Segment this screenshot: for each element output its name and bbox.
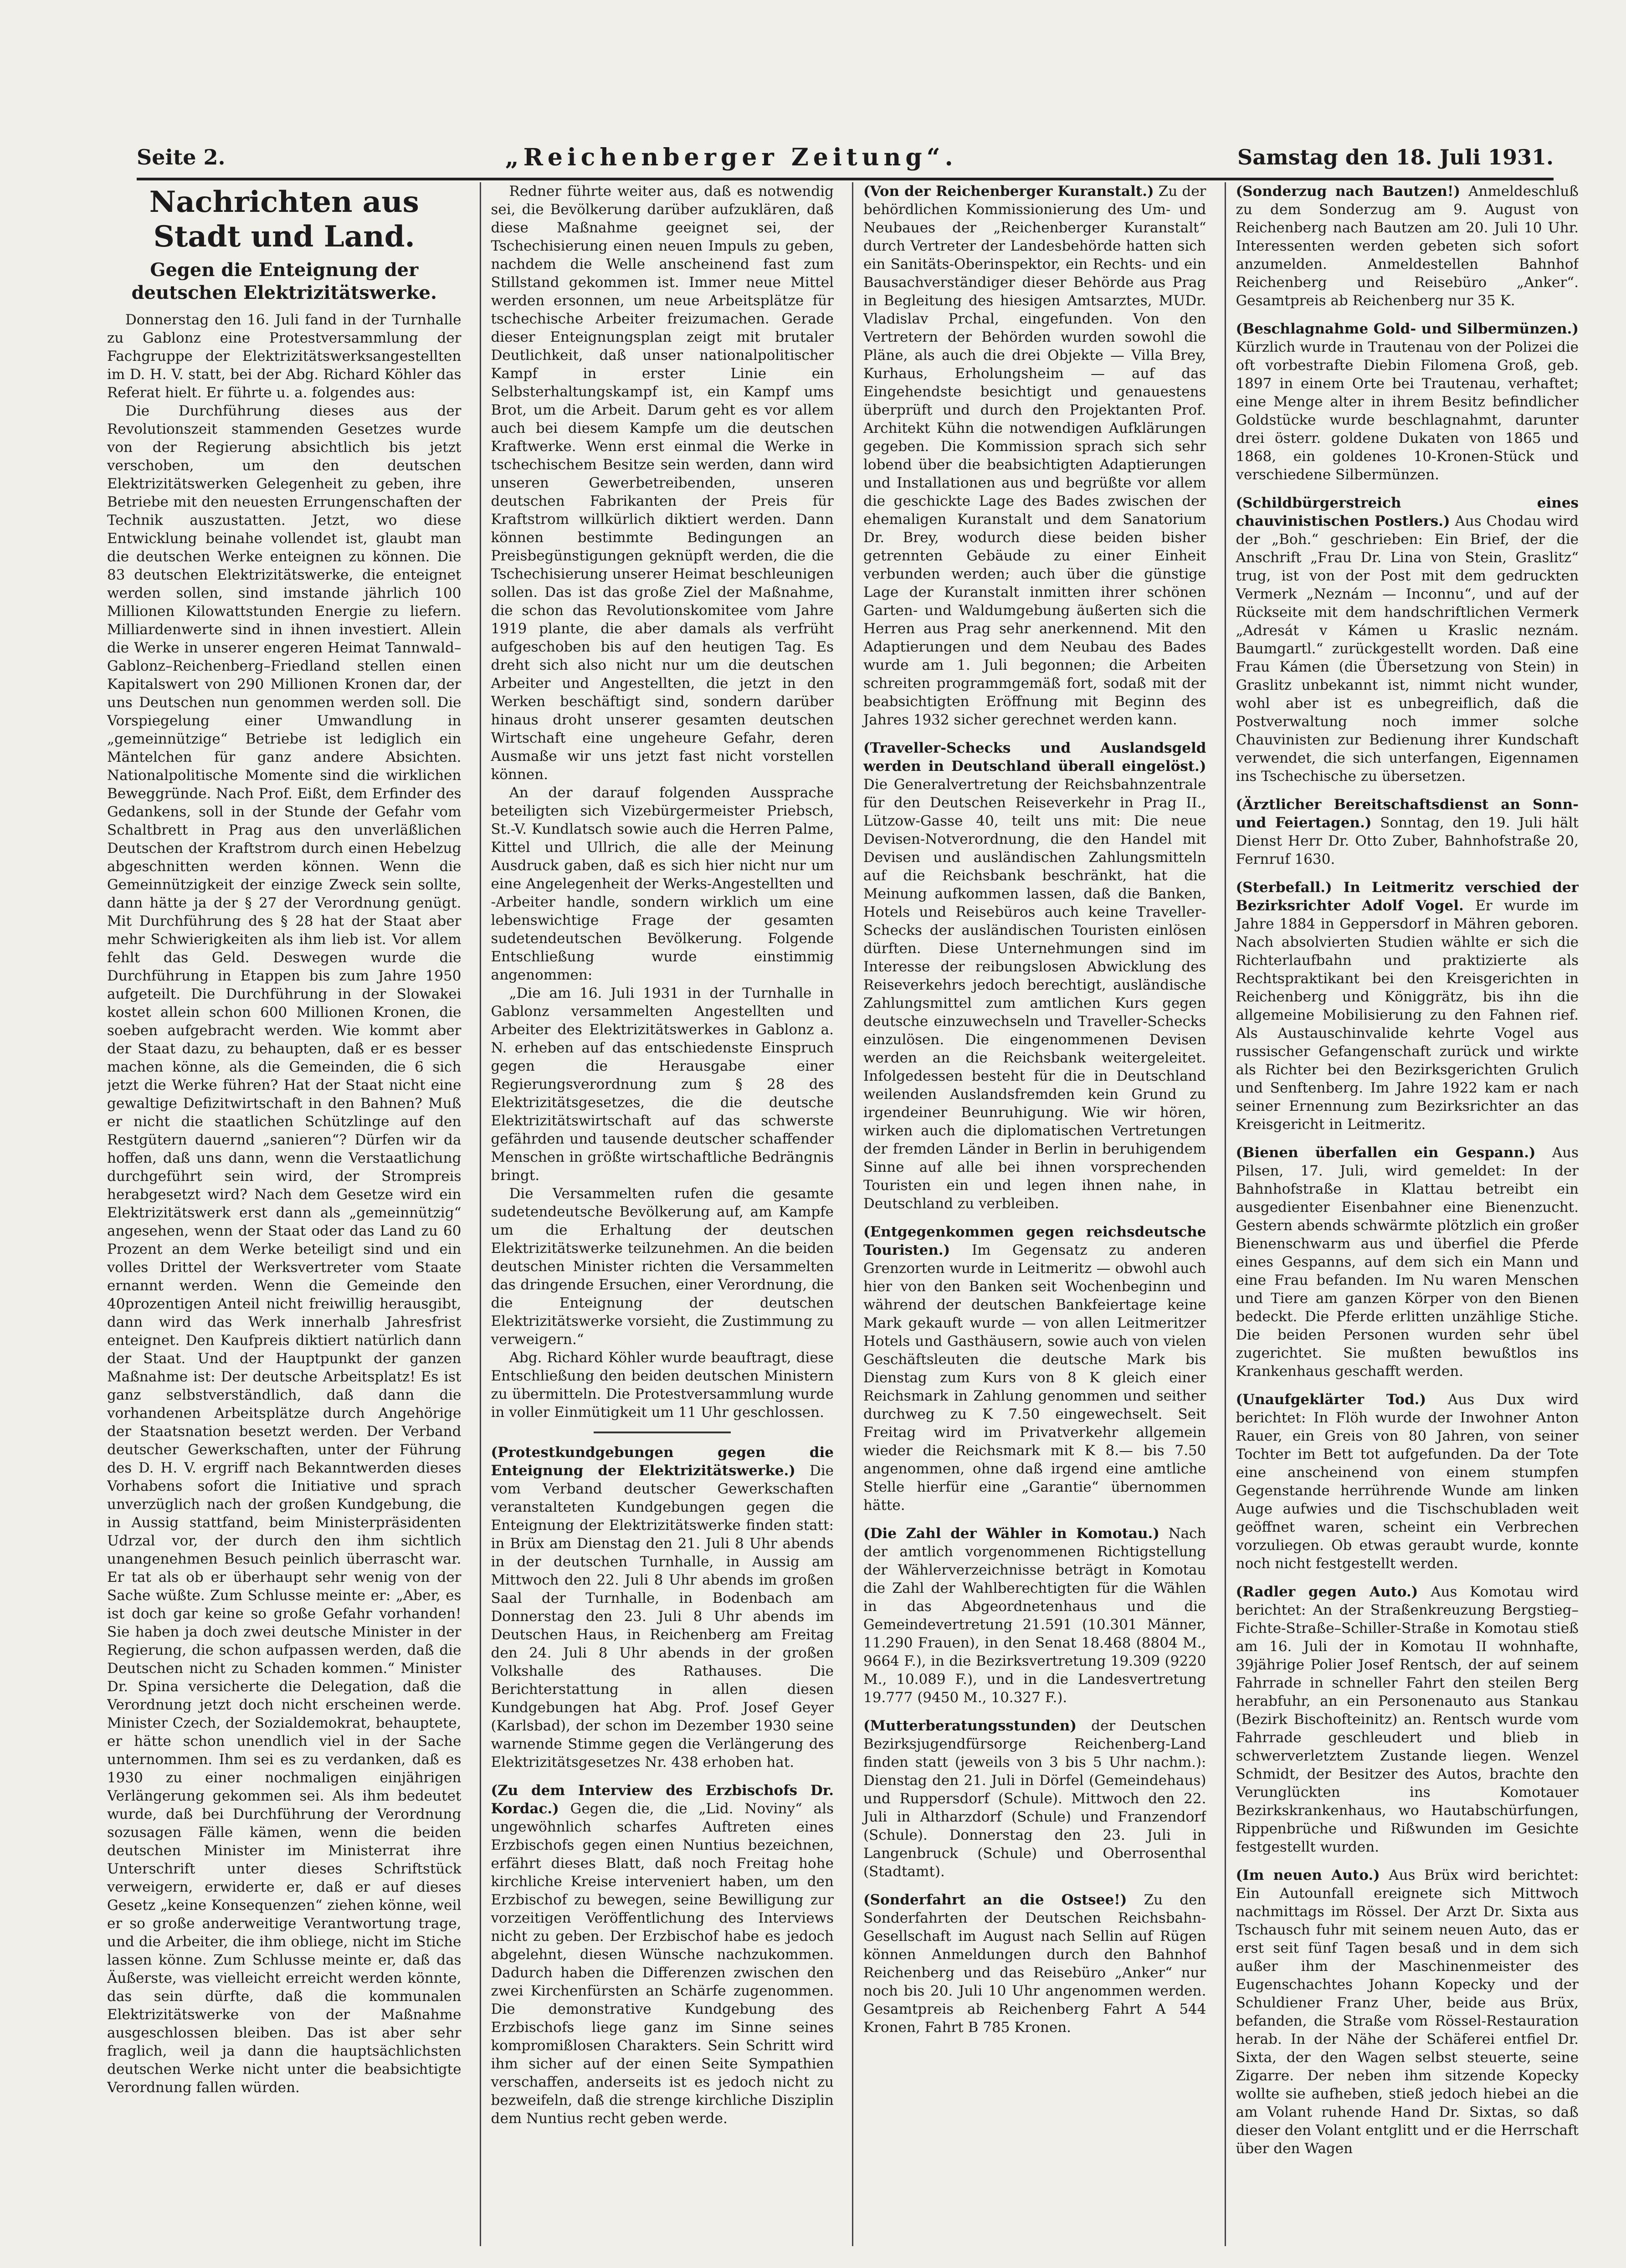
- news-item: [491, 1443, 834, 1771]
- news-item: [1236, 878, 1579, 1134]
- resolution-paragraph: „Die am 16. Juli 1931 in der Turnhalle in Gablonz versammelten Angestellten und Arbeiter des Elektrizitätswerkes in Gablonz a. N. erheben auf das entschiedenste Einspruch gegen die Herausgabe einer Regierungsverordnung zum § 28 des Elektrizitätsgesetzes, die die deutsche Elektrizitätswirtschaft auf das schwerste gefährden und tausende deutscher schaffender Menschen in größte wirtschaftliche Bedrängnis bringt.: [491, 985, 834, 1184]
- news-item: [1236, 320, 1579, 484]
- lead-article: [107, 311, 462, 2097]
- news-item: [1236, 1144, 1579, 1380]
- news-item-body: Zu der behördlichen Kommissionierung des Um- und Neubaues der „Reichenberger Kuranstalt“ durch Vertreter der Landesbehörde hatten sich ein Sanitäts-Oberinspektor, ein Rechts- und ein Bausachverständiger dieser Behörde aus Prag in Begleitung des hiesigen Amtsarztes, MUDr. Vladislav Prchal, eingefunden. Von den Vertretern der Behörden wurden sowohl die Pläne, als auch die drei Objekte — Villa Brey, Kurhaus, Erholungsheim — auf das Eingehendste besichtigt und genauestens überprüft und durch den Projektanten Prof. Architekt Kühn die notwendigen Aufklärungen gegeben. Die Kommission sprach sich sehr lobend über die beabsichtigten Adaptierungen und Installationen aus und begrüßte vor allem die geschickte Lage des Bades zwischen der ehemaligen Kuranstalt und dem Sanatorium Dr. Brey, wodurch diese beiden bisher getrennten Gebäude zu einer Einheit verbunden werden; auch über die günstige Lage der Kuranstalt inmitten ihrer schönen Garten- und Waldumgebung äußerten sich die Herren aus Prag sehr anerkennend. Mit den Adaptierungen und dem Neubau des Bades wurde am 1. Juli begonnen; die Arbeiten schreiten programmgemäß fort, sodaß mit der beabsichtigten Eröffnung mit Beginn des Jahres 1932 sicher gerechnet werden kann.: [863, 183, 1206, 728]
- page-number: Seite 2.: [137, 145, 226, 169]
- news-item: [863, 1717, 1206, 1881]
- lead-article-paragraph: Abg. Richard Köhler wurde beauftragt, diese Entschließung den beiden deutschen Ministern zu übermitteln. Die Protestversammlung wurde in voller Einmütigkeit um 11 Uhr geschlossen.: [491, 1350, 834, 1421]
- news-item-body: Nach der amtlich vorgenommenen Richtigstellung der Wählerverzeichnisse beträgt in Komotau die Zahl der Wahlberechtigten für die Wählen in das Abgeordnetenhaus und die Gemeindevertretung 21.591 (10.301 Männer, 11.290 Frauen), in den Senat 18.468 (8804 M., 9664 F.), in die Bezirksvertretung 19.309 (9220 M., 10.089 F.), und in die Landesvertretung 19.777 (9450 M., 10.327 F.).: [863, 1525, 1206, 1706]
- article-divider: [594, 1432, 731, 1433]
- news-item-title: (Protestkundgebungen gegen die Enteignung der Elektrizitätswerke.): [491, 1444, 834, 1479]
- news-item: [863, 1524, 1206, 1707]
- news-item-body: der Deutschen Bezirksjugendfürsorge Reichenberg-Land finden statt (jeweils von 3 bis 5 Uhr nachm.): Dienstag den 21. Juli in Dörfel (Gemeindehaus) und Ruppersdorf (Schule). Mittwoch den 22. Juli in Altharzdorf (Schule) und Franzendorf (Schule). Donnerstag den 23. Juli in Langenbruck (Schule) und Oberrosenthal (Stadtamt).: [863, 1718, 1206, 1880]
- news-item: [491, 1781, 834, 2128]
- news-item: [863, 739, 1206, 1213]
- lead-article-paragraph: Die Durchführung dieses aus der Revolutionszeit stammenden Gesetzes wurde von der Regierung absichtlich bis jetzt verschoben, um den deutschen Elektrizitätswerken Gelegenheit zu geben, ihre Betriebe mit den neuesten Errungenschaften der Technik auszustatten. Jetzt, wo diese Entwicklung beinahe vollendet ist, glaubt man die deutschen Werke enteignen zu können. Die 83 deutschen Elektrizitätswerke, die enteignet werden sollen, sind imstande jährlich 100 Millionen Kilowattstunden Energie zu liefern. Milliardenwerte sind in ihnen investiert. Allein die Werke in unserer engeren Heimat Tannwald–Gablonz–Reichenberg–Friedland stellen einen Kapitalswert von 290 Millionen Kronen dar, der uns Deutschen nun genommen werden soll. Die Vorspiegelung einer Umwandlung in „gemeinnützige“ Betriebe ist lediglich ein Mäntelchen für ganz andere Absichten. Nationalpolitische Momente sind die wirklichen Beweggründe. Nach Prof. Eißt, dem Erfinder des Gedankens, soll in der Stunde der Gefahr vom Schaltbrett in Prag aus den unverläßlichen Deutschen der Kraftstrom durch einen Hebelzug abgeschnitten werden können. Wenn die Gemeinnützigkeit der einzige Zweck sein sollte, dann hätte ja der § 27 der Verordnung genügt. Mit Durchführung des § 28 hat der Staat aber mehr Schwierigkeiten als ihm lieb ist. Vor allem fehlt das Geld. Deswegen wurde die Durchführung in Etappen bis zum Jahre 1950 aufgeteilt. Die Durchführung in der Slowakei kostet allein schon 600 Millionen Kronen, die soeben aufgebracht werden. Wie kommt aber der Staat dazu, zu behaupten, daß er es besser machen könne, als die Gemeinden, die 6 sich jetzt die Werke führen? Hat der Staat nicht eine gewaltige Defizitwirtschaft in den Bahnen? Muß er nicht die staatlichen Schützlinge auf den Restgütern dauernd „sanieren“? Dürfen wir da hoffen, daß uns dann, wenn die Verstaatlichung durchgeführt sein wird, der Strompreis herabgesetzt wird? Nach dem Gesetze wird ein Elektrizitätswerk erst dann als „gemeinnützig“ angesehen, wenn der Staat oder das Land zu 60 Prozent an dem Werke beteiligt sind und ein volles Drittel der Werksvertreter vom Staate ernannt werden. Wenn die Gemeinde den 40prozentigen Anteil nicht freiwillig herausgibt, dann wird das Werk innerhalb Jahresfrist enteignet. Den Kaufpreis diktiert natürlich dann der Staat. Und der Hauptpunkt der ganzen Maßnahme ist: Der deutsche Arbeitsplatz! Es ist ganz selbstverständlich, daß dann die vorhandenen Arbeitsplätze durch Angehörige der Staatsnation besetzt werden. Der Verband deutscher Gewerkschaften, unter der Führung des D. H. V. ergriff nach Bekanntwerden dieses Vorhabens sofort die Initiative und sprach unverzüglich nach der großen Kundgebung, die in Aussig stattfand, beim Ministerpräsidenten Udrzal vor, der durch den ihm sichtlich unangenehmen Besuch peinlich überrascht war. Er tat als ob er überhaupt sehr wenig von der Sache wüßte. Zum Schlusse meinte er: „Aber, es ist doch gar keine so große Gefahr vorhanden! Sie haben ja doch zwei deutsche Minister in der Regierung, die schon aufpassen werden, daß die Deutschen nicht zu Schaden kommen.“ Minister Dr. Spina versicherte die Delegation, daß die Verordnung jetzt doch nicht erscheinen werde. Minister Czech, der Sozialdemokrat, behauptete, er hätte schon unendlich viel in der Sache unternommen. Ihm sei es zu verdanken, daß es 1930 zu einer nochmaligen einjährigen Verlängerung gekommen sei. Als ihm bedeutet wurde, daß bei Durchführung der Verordnung sozusagen Fälle kämen, wenn die beiden deutschen Minister im Ministerrat ihre Unterschrift unter dieses Schriftstück verweigern, erwiderte er, daß er auf dieses Gesetz „keine Konsequenzen“ ziehen könne, weil er so große anderweitige Verantwortung trage, und die Arbeiter, die ihm obliege, nicht im Stiche lassen könne. Zum Schlusse meinte er, daß das Äußerste, was vielleicht erreicht werden könnte, das sein dürfte, daß die kommunalen Elektrizitätswerke von der Maßnahme ausgeschlossen bleiben. Das ist aber sehr fraglich, weil ja dann die hauptsächlichsten deutschen Werke nicht unter die beabsichtigte Verordnung fallen würden.: [107, 403, 462, 2096]
- news-item-title: (Die Zahl der Wähler in Komotau.): [863, 1525, 1159, 1542]
- page-header: [137, 137, 1554, 180]
- news-item: [1236, 1866, 1579, 2158]
- news-item-title: (Im neuen Auto.): [1236, 1867, 1380, 1883]
- news-item: [1236, 1391, 1579, 1573]
- lead-article-continued: [491, 182, 834, 1421]
- news-item-title: (Sonderfahrt an die Ostsee!): [863, 1892, 1127, 1908]
- news-item: [1236, 182, 1579, 310]
- news-item-body: Aus Dux wird berichtet: In Flöh wurde der Inwohner Anton Rauer, ein Greis von 80 Jahren, von seiner Tochter im Bett tot aufgefunden. Da der Tote eine anscheinend von einem stumpfen Gegenstande herrührende Wunde am linken Auge aufwies und die Tischschubladen weit geöffnet waren, scheint ein Verbrechen vorzuliegen. Ob etwas geraubt wurde, konnte noch nicht festgestellt werden.: [1236, 1391, 1579, 1572]
- column-1: [107, 182, 462, 2246]
- news-item-body: Aus Pilsen, 17. Juli, wird gemeldet: In der Bahnhofstraße in Klattau betreibt ein ausgedienter Eisenbahner eine Bienenzucht. Gestern abends schwärmte plötzlich ein großer Bienenschwarm aus und überfiel die Pferde eines Gespanns, auf dem sich ein Mann und eine Frau befanden. Im Nu waren Menschen und Tiere am ganzen Körper von den Bienen bedeckt. Die Pferde erlitten unzählige Stiche. Die beiden Personen wurden sehr übel zugerichtet. Sie mußten bewußtlos ins Krankenhaus geschafft werden.: [1236, 1144, 1579, 1380]
- news-item-title: (Unaufgeklärter Tod.): [1236, 1391, 1426, 1408]
- issue-date: Samstag den 18. Juli 1931.: [1237, 145, 1554, 169]
- news-item-title: (Schildbürgerstreich eines chauvinistischen Postlers.): [1236, 495, 1579, 529]
- news-item-title: (Radler gegen Auto.): [1236, 1584, 1418, 1600]
- news-item-title: (Zu dem Interview des Erzbischofs Dr. Kordac.): [491, 1782, 834, 1817]
- masthead: „Reichenberger Zeitung“.: [505, 143, 958, 171]
- news-item-body: Aus Brüx wird berichtet: Ein Autounfall ereignete sich Mittwoch nachmittags im Rössel. Der Arzt Dr. Sixta aus Tschausch fuhr mit seinem neuen Auto, das er erst seit fünf Tagen besaß und in dem sich außer ihm der Maschinenmeister des Eugenschachtes Johann Kopecky und der Schuldiener Franz Uher, beide aus Brüx, befanden, die Straße vom Rössel-Restauration herab. In der Nähe der Schäferei entfiel Dr. Sixta, der den Wagen selbst steuerte, seine Zigarre. Der neben ihm sitzende Kopecky wollte sie aufheben, stieß jedoch hiebei an die am Volant ruhende Hand Dr. Sixtas, so daß dieser den Volant entglitt und er die Herrschaft über den Wagen: [1236, 1867, 1579, 2157]
- column-2: [480, 182, 834, 2246]
- news-item-title: (Mutterberatungsstunden): [863, 1718, 1077, 1734]
- news-item-title: (Sterbefall.) In Leitmeritz verschied der Bezirksrichter Adolf Vogel.: [1236, 879, 1579, 914]
- news-item-body: Kürzlich wurde in Trautenau von der Polizei die oft vorbestrafte Diebin Filomena Groß, geb. 1897 in einem Orte bei Trautenau, verhaftet; eine Menge alter in ihrem Besitz befindlicher Goldstücke wurde beschlagnahmt, darunter drei österr. goldene Dukaten von 1865 und 1868, ein goldenes 10-Kronen-Stück und verschiedene Silbermünzen.: [1236, 339, 1579, 483]
- resolution-paragraph: Die Versammelten rufen die gesamte sudetendeutsche Bevölkerung auf, am Kampfe um die Erhaltung der deutschen Elektrizitätswerke teilzunehmen. An die beiden deutschen Minister richten die Versammelten das dringende Ersuchen, einer Verordnung, die die Enteignung der deutschen Elektrizitätswerke vorsieht, die Zustimmung zu verweigern.“: [491, 1185, 834, 1348]
- news-item-title: (Entgegenkommen gegen reichsdeutsche Touristen.): [863, 1224, 1206, 1258]
- column-3: [852, 182, 1206, 2246]
- news-item-title: (Ärztlicher Bereitschaftsdienst an Sonn- und Feiertagen.): [1236, 796, 1579, 831]
- news-item: [1236, 494, 1579, 785]
- article-columns: [107, 182, 1579, 2246]
- news-item-body: Anmeldeschluß zu dem Sonderzug am 9. August von Reichenberg nach Bautzen am 20. Juli 10 Uhr. Interessenten werden gebeten sich sofort anzumelden. Anmeldestellen Bahnhof Reichenberg und Reisebüro „Anker“. Gesamtpreis ab Reichenberg nur 35 K.: [1236, 183, 1579, 309]
- news-item-title: (Beschlagnahme Gold- und Silbermünzen.): [1236, 321, 1579, 337]
- news-item-body: Zu den Sonderfahrten der Deutschen Reichsbahn-Gesellschaft im August nach Sellin auf Rügen können Anmeldungen durch den Bahnhof Reichenberg und das Reisebüro „Anker“ nur noch bis 20. Juli 10 Uhr angenommen werden. Gesamtpreis ab Reichenberg Fahrt A 544 Kronen, Fahrt B 785 Kronen.: [863, 1892, 1206, 2036]
- news-item-title: (Sonderzug nach Bautzen!): [1236, 183, 1461, 200]
- news-item-body: Im Gegensatz zu anderen Grenzorten wurde in Leitmeritz — obwohl auch hier von den Banken seit Wochenbeginn und während der deutschen Bankfeiertage keine Mark gekauft wurde — von allen Leitmeritzer Hotels und Gasthäusern, sowie auch von vielen Geschäftsleuten die deutsche Mark bis Dienstag zum Kurs von 8 K gleich einer Reichsmark in Zahlung genommen und seither durchweg zu K 7.50 eingewechselt. Seit Freitag wird im Privatverkehr allgemein wieder die Reichsmark mit K 8.— bis 7.50 angenommen, ohne daß irgend eine amtliche Stelle hierfür eine „Garantie“ übernommen hätte.: [863, 1242, 1206, 1514]
- news-item-body: Sonntag, den 19. Juli hält Dienst Herr Dr. Otto Zuber, Bahnhofstraße 20, Fernruf 1630.: [1236, 815, 1579, 867]
- lead-article-paragraph: Redner führte weiter aus, daß es notwendig sei, die Bevölkerung darüber aufzuklären, daß diese Maßnahme geeignet sei, der Tschechisierung einen neuen Impuls zu geben, nachdem die Welle anscheinend fast zum Stillstand gekommen ist. Immer neue Mittel werden ersonnen, um neue Arbeitsplätze für tschechische Arbeiter freizumachen. Gerade dieser Enteignungsplan zeigt mit brutaler Deutlichkeit, daß unser nationalpolitischer Kampf in erster Linie ein Selbsterhaltungskampf ist, ein Kampf ums Brot, um die Arbeit. Darum geht es vor allem auch bei diesem Kampfe um die deutschen Kraftwerke. Wenn erst einmal die Werke in tschechischem Besitze sein werden, dann wird unseren Gewerbetreibenden, unseren deutschen Fabrikanten der Preis für Kraftstrom willkürlich diktiert werden. Dann können bestimmte Bedingungen an Preisbegünstigungen geknüpft werden, die die Tschechisierung unserer Heimat beschleunigen sollen. Das ist das große Ziel der Maßnahme, die schon das Revolutionskomitee vom Jahre 1919 plante, die aber damals als verfrüht aufgeschoben bis auf den heutigen Tag. Es dreht sich also nicht nur um die deutschen Arbeiter und Angestellten, die jetzt in den Werken beschäftigt sind, sondern darüber hinaus droht unserer gesamten deutschen Wirtschaft eine ungeheure Gefahr, deren Ausmaße wir uns jetzt fast nicht vorstellen können.: [491, 183, 834, 783]
- news-item: [1236, 795, 1579, 868]
- news-item: [1236, 1583, 1579, 1856]
- column-4: [1225, 182, 1579, 2246]
- news-item-title: (Bienen überfallen ein Gespann.): [1236, 1144, 1536, 1161]
- lead-article-paragraph: Donnerstag den 16. Juli fand in der Turnhalle zu Gablonz eine Protestversammlung der Fachgruppe der Elektrizitätswerksangestellten im D. H. V. statt, bei der Abg. Richard Köhler das Referat hielt. Er führte u. a. folgendes aus:: [107, 312, 462, 401]
- news-item-body: Aus Chodau wird der „Boh.“ geschrieben: Ein Brief, der die Anschrift „Frau Dr. Lina von Stein, Graslitz“ trug, ist von der Post mit dem gedruckten Vermerk „Neznám — Inconnu“, und auf der Rückseite mit dem handschriftlichen Vermerk „Adresát v Kámen u Kraslic neznám. Baumgartl.“ zurückgestellt worden. Daß eine Frau Kámen (die Übersetzung von Stein) in Graslitz unbekannt ist, nimmt nicht wunder, wohl aber ist es unbegreiflich, daß die Postverwaltung noch immer solche Chauvinisten zur Bedienung ihrer Kundschaft verwendet, die sich unterfangen, Eigennamen ins Tschechische zu übersetzen.: [1236, 513, 1579, 785]
- lead-article-paragraph: An der darauf folgenden Aussprache beteiligten sich Vizebürgermeister Priebsch, St.-V. Kundlatsch sowie auch die Herren Palme, Kittel und Ullrich, die alle der Meinung Ausdruck gaben, daß es sich hier nicht nur um eine Angelegenheit der Werks-Angestellten und -Arbeiter handle, sondern wirklich um eine lebenswichtige Frage der gesamten sudetendeutschen Bevölkerung. Folgende Entschließung wurde einstimmig angenommen:: [491, 785, 834, 983]
- news-item: [863, 1223, 1206, 1514]
- news-item-title: (Von der Reichenberger Kuranstalt.): [863, 183, 1154, 200]
- news-item-body: Die Generalvertretung der Reichsbahnzentrale für den Deutschen Reiseverkehr in Prag II., Lützow-Gasse 40, teilt uns mit: Die neue Devisen-Notverordnung, die den Handel mit Devisen und ausländischen Zahlungsmitteln auf die Reichsbank beschränkt, hat die Meinung aufkommen lassen, daß die Banken, Hotels und Reisebüros auch keine Traveller-Schecks der ausländischen Touristen einlösen dürften. Diese Unternehmungen sind im Interesse der reibungslosen Abwicklung des Reiseverkehrs jedoch berechtigt, ausländische Zahlungsmittel zum amtlichen Kurs gegen deutsche einzuwechseln und Traveller-Schecks einzulösen. Die eingenommenen Devisen werden an die Reichsbank weitergeleitet. Infolgedessen besteht für die in Deutschland weilenden Auslandsfremden kein Grund zu irgendeiner Beunruhigung. Wie wir hören, wirken auch die diplomatischen Vertretungen der fremden Länder in Berlin in beruhigendem Sinne auf alle bei ihnen vorsprechenden Touristen ein und legen ihnen nahe, in Deutschland zu verbleiben.: [863, 776, 1206, 1212]
- news-item-body: Gegen die, die „Lid. Noviny“ als ungewöhnlich scharfes Auftreten eines Erzbischofs gegen einen Nuntius bezeichnen, erfährt dieses Blatt, daß noch Freitag hohe kirchliche Kreise interveniert haben, um den Erzbischof zu bewegen, seine Bewilligung zur vorzeitigen Veröffentlichung des Interviews nicht zu geben. Der Erzbischof habe es jedoch abgelehnt, diesen Wünsche nachzukommen. Dadurch haben die Differenzen zwischen den zwei Kirchenfürsten an Schärfe zugenommen. Die demonstrative Kundgebung des Erzbischofs liege ganz im Sinne seines kompromißlosen Charakters. Sein Schritt wird ihm sicher auf der einen Seite Sympathien verschaffen, anderseits ist es jedoch nicht zu bezweifeln, daß die strenge kirchliche Disziplin dem Nuntius recht geben werde.: [491, 1801, 834, 2127]
- news-item-title: (Traveller-Schecks und Auslandsgeld werden in Deutschland überall eingelöst.): [863, 740, 1206, 775]
- news-item-body: Die vom Verband deutscher Gewerkschaften veranstalteten Kundgebungen gegen die Enteignung der Elektrizitätswerke finden statt: in Brüx am Dienstag den 21. Juli 8 Uhr abends in der deutschen Turnhalle, in Aussig am Mittwoch den 22. Juli 8 Uhr abends im großen Saal der Turnhalle, in Bodenbach am Donnerstag den 23. Juli 8 Uhr abends im Deutschen Haus, in Reichenberg am Freitag den 24. Juli 8 Uhr abends in der großen Volkshalle des Rathauses. Die Berichterstattung in allen diesen Kundgebungen hat Abg. Prof. Josef Geyer (Karlsbad), der schon im Dezember 1930 seine warnende Stimme gegen die Verlängerung des Elektrizitätsgesetzes Nr. 438 erhoben hat.: [491, 1462, 834, 1770]
- section-title: Nachrichten aus Stadt und Land.: [149, 185, 419, 254]
- news-item-body: Aus Komotau wird berichtet: An der Straßenkreuzung Bergstieg–Fichte-Straße–Schiller-Straße in Komotau stieß am 16. Juli der in Komotau II wohnhafte, 39jährige Polier Josef Rentsch, der auf seinem Fahrrade in schneller Fahrt den steilen Berg herabfuhr, an ein Personenauto aus Stankau (Bezirk Bischofteinitz) an. Rentsch wurde vom Fahrrade geschleudert und blieb in schwerverletztem Zustande liegen. Wenzel Schmidt, der Besitzer des Autos, brachte den Verunglückten ins Komotauer Bezirkskrankenhaus, wo Hautabschürfungen, Rippenbrüche und Rißwunden im Gesichte festgestellt wurden.: [1236, 1584, 1579, 1855]
- news-item-body: Er wurde im Jahre 1884 in Geppersdorf in Mähren geboren. Nach absolvierten Studien wählte er sich die Richterlaufbahn und praktizierte als Rechtspraktikant bei den Kreisgerichten in Reichenberg und Königgrätz, bis ihn die allgemeine Mobilisierung zu den Fahnen rief. Als Austauschinvalide kehrte Vogel aus russischer Gefangenschaft zurück und wirkte als Richter bei den Bezirksgerichten Grulich und Senftenberg. Im Jahre 1922 kam er nach seiner Ernennung zum Bezirksrichter an das Kreisgericht in Leitmeritz.: [1236, 898, 1579, 1133]
- news-item: [863, 182, 1206, 729]
- lead-article-title: Gegen die Enteignung der deutschen Elektrizitätswerke.: [131, 259, 437, 303]
- news-item: [863, 1891, 1206, 2037]
